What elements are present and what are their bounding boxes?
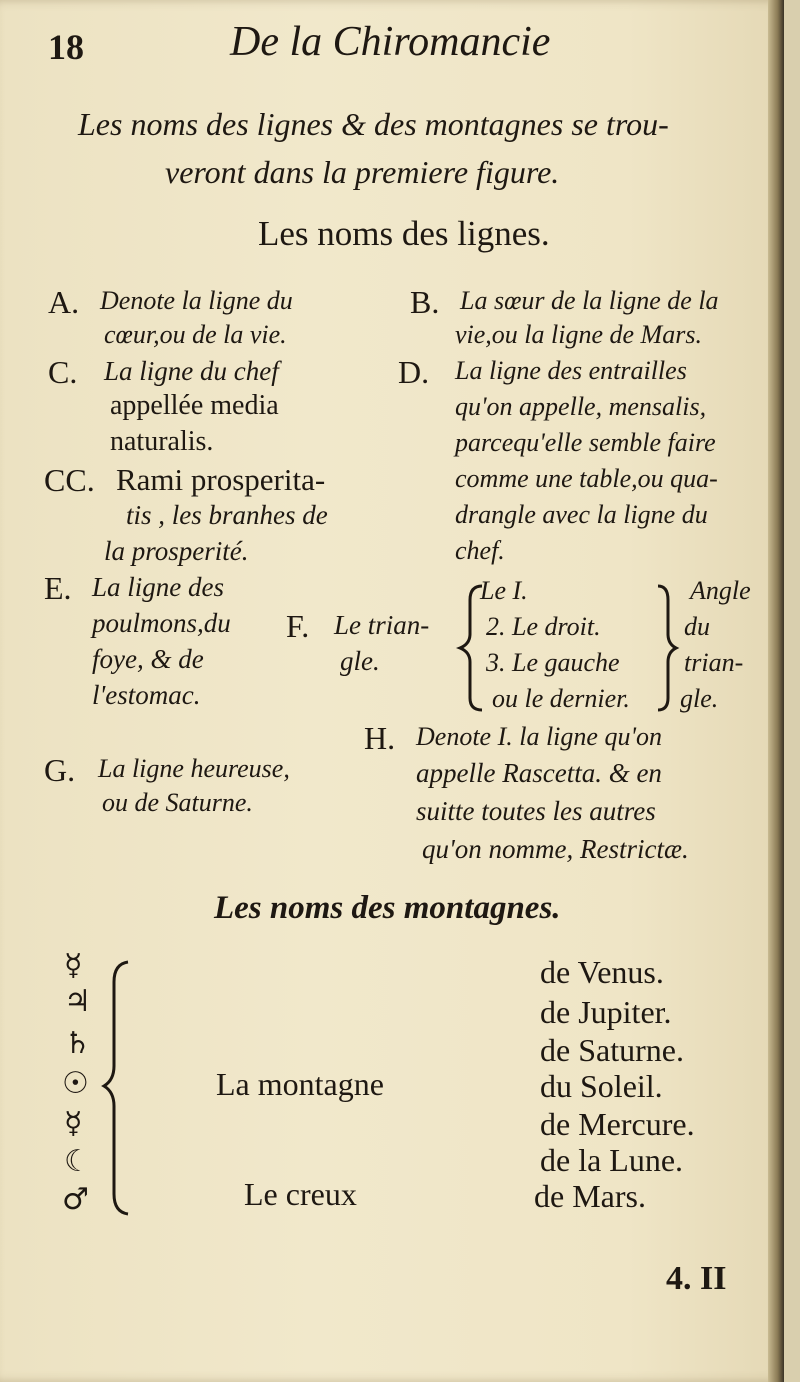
moon-symbol: ☾ [64,1144,91,1179]
saturn-symbol: ♄ [64,1026,91,1061]
label-C: C. [48,354,78,390]
jupiter-symbol: ♃ [64,984,91,1019]
mountain-name-5: de Mercure. [540,1106,695,1142]
D-line-2: qu'on appelle, mensalis, [455,392,707,421]
H-line-4: qu'on nomme, Restrictæ. [422,834,689,864]
label-G: G. [44,752,76,788]
H-line-2: appelle Rascetta. & en [416,758,662,788]
D-line-5: drangle avec la ligne du [455,500,708,529]
H-line-1: Denote I. la ligne qu'on [416,722,663,751]
section-title-mountains: Les noms des montagnes. [214,890,561,926]
B-line-2: vie,ou la ligne de Mars. [455,320,702,349]
CC-line-3: la prosperité. [104,536,249,566]
CC-line-1: Rami prosperita- [116,462,326,497]
mountain-name-3: de Saturne. [540,1032,684,1068]
mountain-name-7: de Mars. [534,1178,646,1214]
F-line-1: Le trian- [334,610,430,640]
CC-line-2: tis , les branhes de [126,500,328,530]
E-line-3: foye, & de [92,644,204,674]
D-line-6: chef. [455,536,505,565]
mountain-name-4: du Soleil. [540,1068,663,1104]
section-title-lines: Les noms des lignes. [258,214,550,253]
intro-line-1: Les noms des lignes & des montagnes se trou- [78,106,669,142]
mountain-brace [100,958,134,1220]
A-line-2: cœur,ou de la vie. [104,320,287,349]
label-B: B. [410,284,440,320]
angle-right-1: Angle [690,576,751,605]
page-edge [768,0,784,1382]
angle-right-2: du [684,612,710,641]
label-D: D. [398,354,430,390]
mountain-name-6: de la Lune. [540,1142,684,1178]
D-line-1: La ligne des entrailles [455,356,687,385]
angle-4: ou le dernier. [492,684,630,713]
mountain-name-1: de Venus. [540,954,664,990]
D-line-3: parcequ'elle semble faire [455,428,716,457]
intro-line-2: veront dans la premiere figure. [165,154,560,190]
mountain-name-2: de Jupiter. [540,994,672,1030]
angle-3: 3. Le gauche [486,648,620,677]
mars-symbol: ♂ [62,1182,89,1217]
right-brace [652,578,682,718]
label-H: H. [364,720,396,756]
D-line-4: comme une table,ou qua- [455,464,718,493]
C-line-3: naturalis. [110,426,214,457]
G-line-2: ou de Saturne. [102,788,253,817]
label-le-creux: Le creux [244,1176,357,1212]
sun-symbol: ☉ [62,1066,89,1101]
angle-2: 2. Le droit. [486,612,601,641]
signature-mark: 4. II [666,1260,727,1297]
E-line-4: l'estomac. [92,680,201,710]
page-number: 18 [48,27,84,67]
angle-right-4: gle. [680,684,719,713]
label-E: E. [44,570,72,606]
angle-right-3: trian- [684,648,744,677]
B-line-1: La sœur de la ligne de la [460,286,719,315]
angle-1: Le I. [480,576,528,605]
label-A: A. [48,284,80,320]
C-line-1: La ligne du chef [104,356,279,386]
mercury-symbol-1: ☿ [64,948,83,983]
C-line-2: appellée media [110,390,279,421]
E-line-2: poulmons,du [92,608,231,638]
running-title: De la Chiromancie [230,19,551,65]
mercury-symbol-2: ☿ [64,1106,83,1141]
A-line-1: Denote la ligne du [100,286,293,315]
H-line-3: suitte toutes les autres [416,796,656,826]
label-la-montagne: La montagne [216,1066,384,1102]
F-line-2: gle. [340,646,380,676]
E-line-1: La ligne des [92,572,224,602]
G-line-1: La ligne heureuse, [98,754,290,783]
label-F: F. [286,608,310,644]
label-CC: CC. [44,462,95,498]
